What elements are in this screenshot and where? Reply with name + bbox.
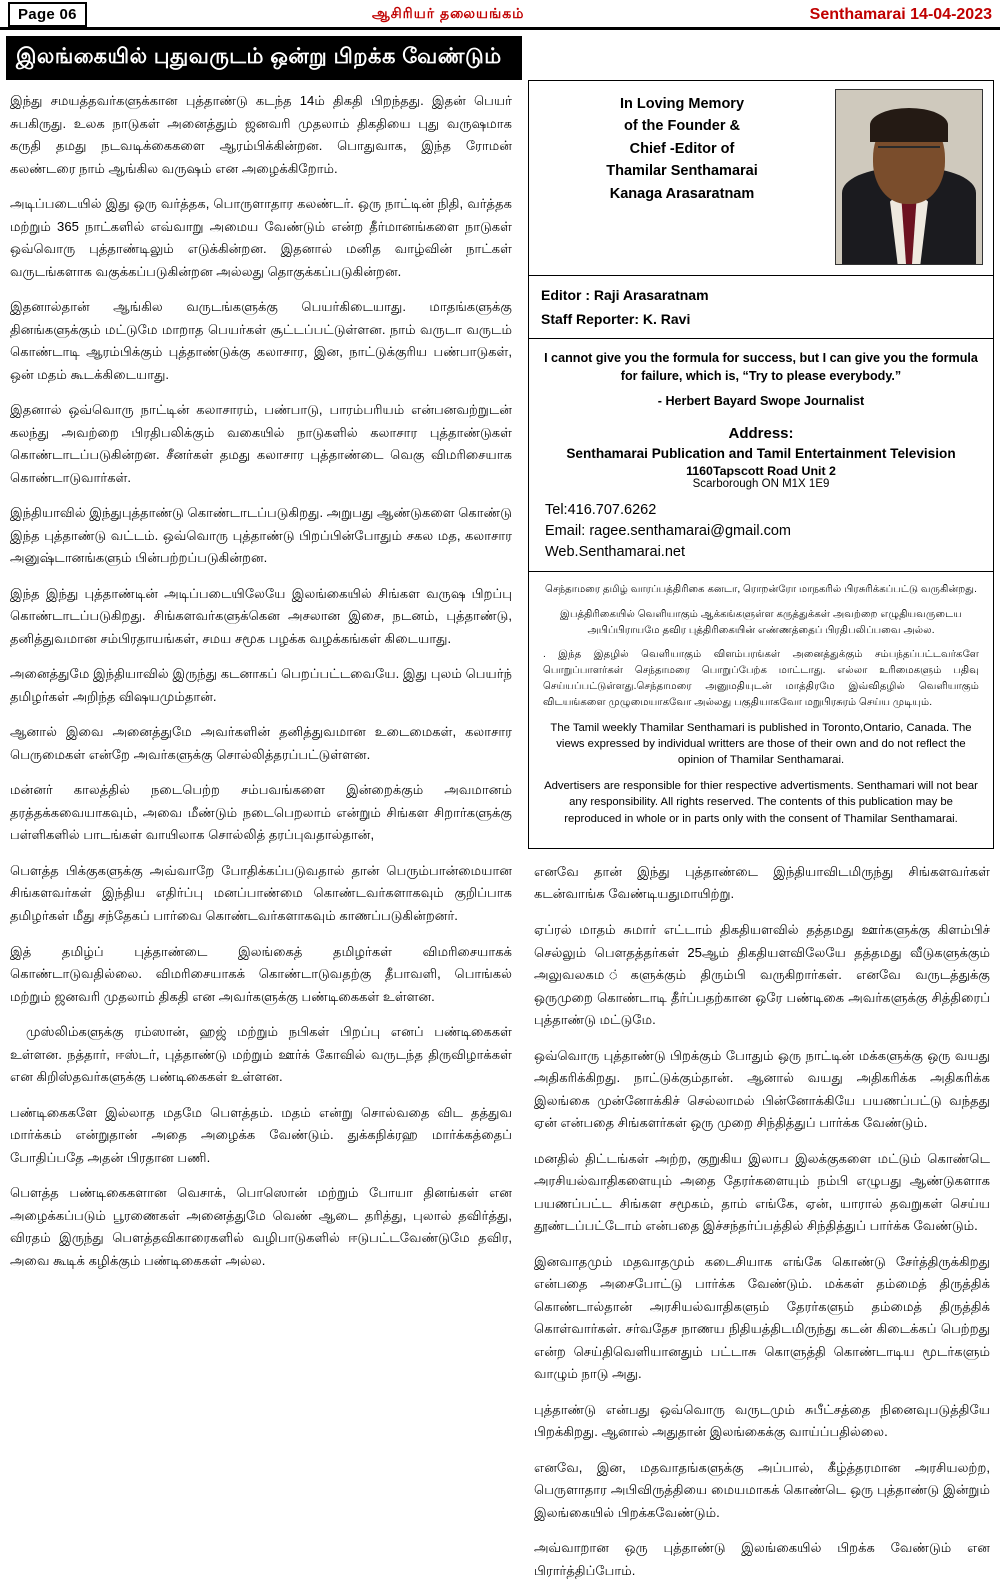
memorial-text [539,89,825,205]
paragraph: மனதில் திட்டங்கள் அற்ற, குறுகிய இலாப இலக்குகளை மட்டும் கொண்டெ அரசியல்வாதிகளையும் அதை தேரர்களையும் நம்பி எழுபது ஆண்டுகளாக பயணப்பட்ட சிங்கள சமூகம், தாம் எங்கே, ஏன், யாரால் தவறுகள் செய்ய தூண்டப்பட்டோம் என்பதை இச்சந்தர்ப்பத்தில் சிந்தித்துப் பார்க்க வேண்டும். [534,1150,990,1234]
paragraph: இந்து சமயத்தவர்களுக்கான புத்தாண்டு கடந்த 14ம் திகதி பிறந்தது. இதன் பெயர் சுபகிருது. உலக நாடுகள் அனைத்தும் ஜனவரி முதலாம் திகதியை புது வருஷமாக கருதி தமது நடவடிக்கைகளை ஆரம்பிக்கின்றன. பொதுவாக, இந்த ரோமன் கலண்டரை நாம் ஆங்கில வருஷம் என அழைக்கிறோம். [10,93,512,176]
paragraph: பௌத்த பண்டிகைகளான வெசாக், பொஸொன் மற்றும் போயா தினங்கள் என அழைக்கப்படும் பூரணைகள் அனைத்துமே வெண் ஆடை தரித்து, புலால் தவிர்த்து, விரதம் இருந்து பௌத்தவிகாரைகளில் வழிபாடுகளில் ஈடுபட்டவேண்டுமே தவிர, அவை கூடிக் கழிக்கும் பண்டிகைகள் அல்ல. [10,1185,512,1268]
paragraph: அனைத்துமே இந்தியாவில் இருந்து கடனாகப் பெறப்பட்டவையே. இது புலம் பெயர்ந் தமிழர்கள் அறிந்த விஷயமும்தான். [10,666,512,704]
paragraph: ஒவ்வொரு புத்தாண்டு பிறக்கும் போதும் ஒரு நாட்டின் மக்களுக்கு ஒரு வயது அதிகரிக்கிறது. நாட்டுக்கும்தான். ஆனால் வயது அதிகரிக்க அதிகரிக்க இலங்கை முன்னோக்கிச் செல்லாமல் பின்னோக்கியே பயணப்பட்டு வந்தது ஏன் என்பதை சிங்களர்கள் ஒரு முறை சிந்தித்துப் பார்க்க வேண்டும். [534,1047,990,1131]
masthead-section-title: ஆசிரியர் தலையங்கம் [372,5,525,21]
article-headline: இலங்கையில் புதுவருடம் ஒன்று பிறக்க வேண்டும் [6,36,522,80]
staff-reporter-line: Staff Reporter: K. Ravi [541,310,691,327]
paragraph: ஆனால் இவை அனைத்துமே அவர்களின் தனித்துவமான உடைமைகள், கலாசார பெருமைகள் என்றே அவர்களுக்கு சொல்லித்தரப்பட்டுள்ளன. [10,724,512,762]
contact-block [528,498,994,571]
paragraph: பௌத்த பிக்குகளுக்கு அவ்வாறே போதிக்கப்படுவதால் தான் பெரும்பான்மையான சிங்களவர்கள் இந்திய எதிர்ப்பு மனப்பாண்மை கொண்டவர்களாகவும் குறிப்பாக தமிழர்கள் மீது சந்தேகப் பார்வை கொண்டவர்களாகவும் காணப்படுகின்றனர். [10,862,512,923]
paragraph: முஸ்லிம்களுக்கு ரம்ஸான், ஹஜ் மற்றும் நபிகள் பிறப்பு எனப் பண்டிகைகள் உள்ளன. நத்தார், ஈஸ்டர், புத்தாண்டு மற்றும் ஊர்க் கோவில் வருடந்த திருவிழாக்கள் என கிறிஸ்தவர்களுக்கு பண்டிகைகள் உள்ளன. [10,1024,512,1085]
paragraph: இத் தமிழ்ப் புத்தாண்டை இலங்கைத் தமிழர்கள் விமரிசையாகக் கொண்டாடுவதில்லை. விமரிசையாகக் கொண்டாடுவதற்கு தீபாவளி, பொங்கல் மற்றும் ஜனவரி முதலாம் திகதி என அவர்களுக்கு பண்டிகைகள் உள்ளன. [10,943,512,1004]
quote-attribution: - Herbert Bayard Swope Journalist [657,394,865,409]
memorial-box [528,80,994,276]
paragraph: இந்த இந்து புத்தாண்டின் அடிப்படையிலேயே இலங்கையில் சிங்கள வருஷ பிறப்பு கொண்டாடப்படுகிறது. சிங்களவர்களுக்கென அசலான இசை, நடனம், புத்தாண்டு, தனித்துவமான சம்பிரதாயங்கள், சமய சமூக பழக்க வழக்கங்கள் கிடையாது. [10,585,512,646]
paragraph: மன்னர் காலத்தில் நடைபெற்ற சம்பவங்களை இன்றைக்கும் அவமானம் தரத்தக்கவையாகவும், அவை மீண்டும் நடைபெறலாம் என்றும் சிங்கள சிறார்களுக்கு பள்ளிகளில் பாடங்கள் வாயிலாக சொல்லித் தரப்புவதால்தான், [10,782,512,843]
paragraph: இதனால்தான் ஆங்கில வருடங்களுக்கு பெயர்கிடையாது. மாதங்களுக்கு தினங்களுக்கும் மட்டுமே மாறாத பெயர்கள் சூட்டப்பட்டுள்ளன. நாம் வருடா வருடம் கொண்டாடி ஆரம்பிக்கும் புத்தாண்டுக்கு கலாசார, இன, நாட்டுக்குரிய பண்பாடுகள், ஒன் மதம் கூடக்கிடையாது. [10,299,512,382]
right-column [522,80,994,1595]
portrait-hair [870,108,948,142]
disclaimer-tamil-1: செந்தாமரை தமிழ் வாரப்பத்திரிகை கனடா, ரொறன்ரோ மாநகரில் பிரசுரிக்கப்பட்டு வருகின்றது. [545,584,977,596]
paragraph: இனவாதமும் மதவாதமும் கடைசியாக எங்கே கொண்டு சேர்த்திருக்கிறது என்பதை அசைபோட்டு பார்க்க வேண்டும். மக்கள் தம்மைத் திருத்திக் கொண்டால்தான் அரசியல்வாதிகளும் தேரர்களும் தம்மைத் திருத்திக் கொள்வார்கள். சர்வதேச நாணய நிதியத்திடமிருந்து கடன் கிடைக்கப் பெற்றது என்ற செய்திவெளியானதும் பட்டாசு கொளுத்தி கொண்டாடிய மூடர்களும் வாழும் நாடு அது. [534,1253,990,1382]
masthead [0,0,1000,30]
memorial-line-5: Kanaga Arasaratnam [609,185,755,202]
right-column-article [528,849,994,1582]
paragraph: எனவே, இன, மதவாதங்களுக்கு அப்பால், கீழ்த்தரமான அரசியலற்ற, பெருளாதார அபிவிருத்தியை மையமாகக் கொண்டெ ஒரு புத்தாண்டு இன்றும் இலங்கையில் பிறக்கவேண்டும். [534,1459,990,1520]
glasses-icon [878,146,940,158]
founder-portrait-photo [835,89,983,265]
left-column [6,80,522,1595]
paragraph: எனவே தான் இந்து புத்தாண்டை இந்தியாவிடமிருந்து சிங்களவர்கள் கடன்வாங்க வேண்டியதுமாயிற்று. [534,863,990,902]
disclaimer-english-2: Advertisers are responsible for thier respective advertisments. Senthamari will not bear any responsibility. All rights reserved. The contents of this publication may be reproduced in whole or in parts only with the consent of Thamilar Senthamarai. [544,779,978,825]
website-url[interactable]: Web.Senthamarai.net [545,544,685,560]
paragraph: இதனால் ஒவ்வொரு நாட்டின் கலாசாரம், பண்பாடு, பாரம்பரியம் என்பனவற்றுடன் கலந்து அவற்றை பிரதிபலிக்கும் வகையில் நாடுகளில் கலாசார புத்தாண்டுகள் கொண்டாடப்படுகின்றன. சீனர்கள் தமது கலாசார புத்தாண்டை வெகு விமரிசையாக கொண்டாடுவார்கள். [10,402,512,485]
address-organization: Senthamarai Publication and Tamil Entertainment Television [566,446,956,462]
memorial-line-3: Chief -Editor of [629,140,735,157]
paragraph: பண்டிகைகளே இல்லாத மதமே பௌத்தம். மதம் என்று சொல்வதை விட தத்துவ மார்க்கம் என்றுதான் அதை அழைக்க வேண்டும். துக்கநிக்ரஹ மார்க்கத்தைப் போதிப்பதே அதன் பிரதான பணி. [10,1104,512,1165]
paragraph: இந்தியாவில் இந்துபுத்தாண்டு கொண்டாடப்படுகிறது. அறுபது ஆண்டுகளை கொண்டு இந்த புத்தாண்டு வட்டம். ஒவ்வொரு புத்தாண்டு பிறப்பின்போதும் சகல மத, கலாசார அனுஷ்டானங்களும் பின்பற்றப்படுகின்றன. [10,505,512,566]
paragraph: அவ்வாறான ஒரு புத்தாண்டு இலங்கையில் பிறக்க வேண்டும் என பிரார்த்திப்போம். [534,1540,990,1578]
address-street: 1160Tapscott Road Unit 2 [686,463,836,478]
disclaimer-block [528,571,994,849]
email-address[interactable]: Email: ragee.senthamarai@gmail.com [545,522,792,539]
editor-name-line: Editor : Raji Arasaratnam [541,287,709,303]
page-content [0,80,1000,1595]
paragraph: ஏப்ரல் மாதம் சுமார் எட்டாம் திகதியளவில் தத்தமது ஊர்களுக்கு கிளம்பிச் செல்லும் பௌதத்தர்கள் 25ஆம் திகதியளவிலேயே தத்தமது வீடுகளுக்கும் அலுவலகம ்களுக்கும் திரும்பி வருகிறார்கள். எனவே வருடத்துக்கு ஒருமுறை கொண்டாடி தீர்ப்பதற்கான ஒரே பண்டிகை அவர்களுக்கு சித்திரைப் புத்தாண்டு மட்டுமே. [534,921,990,1028]
memorial-line-1: In Loving Memory [619,96,745,112]
disclaimer-tamil-3: . இந்த இதழில் வெளியாகும் விளம்பரங்கள் அனைத்துக்கும் சம்பந்தப்பட்டவர்களே பொறுப்பாளர்கள் செந்தாமரை பொறுப்பேற்க மாட்டாது. எல்லா உரிமைகளும் பதிவு செய்யப்பட்டுள்ளது.செந்தாமரை அனுமதியுடன் மாத்திரமே இவ்விதழில் வெளியாகும் விடயங்களை முழுமையாகவோ அல்லது பகுதியாகவோ மறுபிரசுரம் செய்ய முடியும். [543,649,979,708]
paragraph: அடிப்படையில் இது ஒரு வர்த்தக, பொருளாதார கலண்டர். ஒரு நாட்டின் நிதி, வர்த்தக மற்றும் 365 நாட்களில் எவ்வாறு அமைய வேண்டும் என்ற தீர்மானங்களை நாடுகள் ஒவ்வொரு புத்தாண்டிலும் எடுக்கின்றன. இதனால் மனித வாழ்வின் நாட்கள் வருடங்களாக வகுக்கப்படுகின்றன அல்லது தொகுக்கப்படுகின்றன. [10,196,512,279]
page-number-badge: Page 06 [8,2,87,27]
paragraph: புத்தாண்டு என்பது ஒவ்வொரு வருடமும் சுபீட்சத்தை நினைவுபடுத்தியே பிறக்கிறது. ஆனால் அதுதான் இலங்கைக்கு வாய்ப்பதில்லை. [534,1401,990,1440]
disclaimer-tamil-2: இபத்திரிகையில் வெளியாகும் ஆக்கங்களுள்ள கருத்துக்கள் அவற்றை எழுதியவருடைய அபிப்பிராயமே தவிர புத்திரிகையின் எண்ணத்தைப் பிரதிபலிப்பவை அல்ல. [560,608,962,636]
disclaimer-english-1: The Tamil weekly Thamilar Senthamari is published in Toronto,Ontario, Canada. The views expressed by individual writters are those of their own and do not reflect the opinion of Thamilar Senthamarai. [550,721,972,767]
quote-block [528,338,994,420]
memorial-line-2: of the Founder & [624,118,740,135]
address-block [528,419,994,498]
address-title: Address: [728,425,794,443]
address-city: Scarborough ON M1X 1E9 [692,477,830,490]
quote-text: I cannot give you the formula for success, but I can give you the formula for failure, which is, “Try to please everybody.” [544,350,978,384]
memorial-line-4: Thamilar Senthamarai [606,163,758,180]
editor-credits [528,276,994,338]
phone-number[interactable]: Tel:416.707.6262 [545,501,657,518]
masthead-issue-date: Senthamarai 14-04-2023 [809,5,992,23]
